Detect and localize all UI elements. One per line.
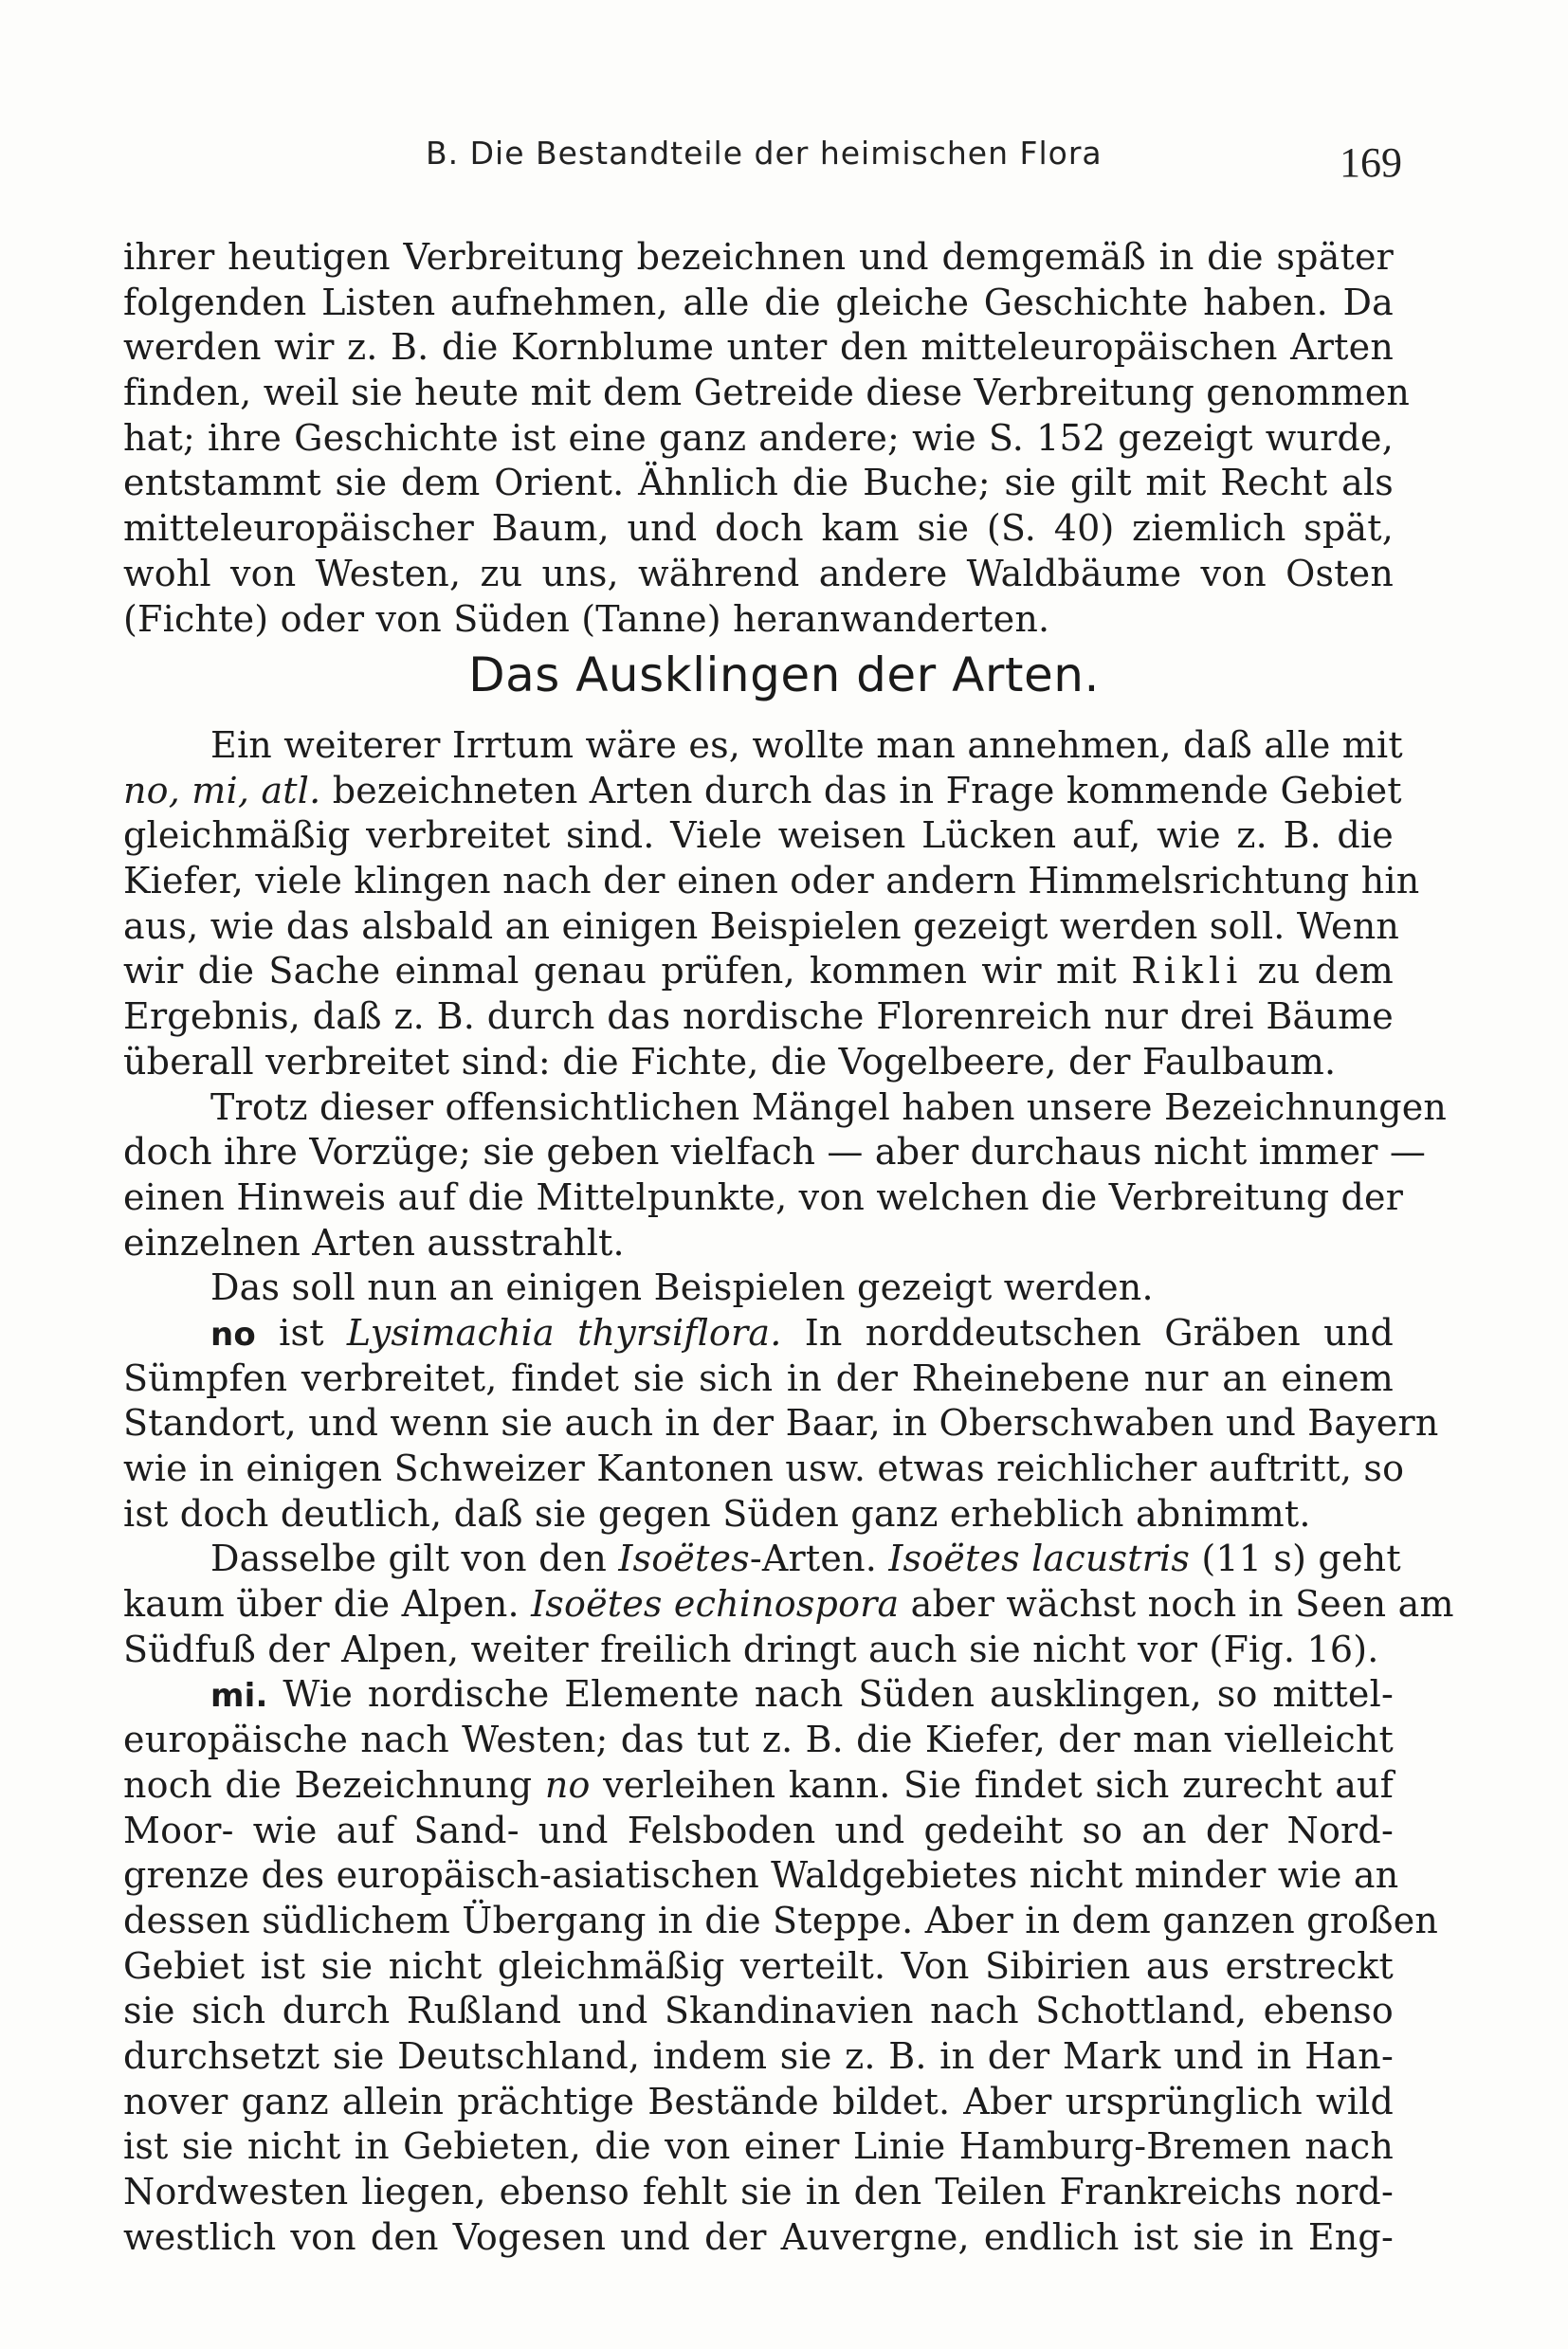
text-line: grenze des europäisch-asiatischen Waldgebietes nicht minder wie an bbox=[123, 1854, 1399, 1897]
text-line: dessen südlichem Übergang in die Steppe. Aber in dem ganzen großen bbox=[123, 1899, 1439, 1941]
text-run: noch die Bezeichnung bbox=[123, 1763, 545, 1806]
text-line: mitteleuropäischer Baum, und doch kam sie (S. 40) ziemlich spät, bbox=[123, 507, 1394, 550]
text-line: Gebiet ist sie nicht gleichmäßig verteilt. Von Sibirien aus erstreckt bbox=[123, 1944, 1394, 1987]
text-line: einzelnen Arten ausstrahlt. bbox=[123, 1221, 625, 1264]
text-line: europäische nach Westen; das tut z. B. die Kiefer, der man vielleicht bbox=[123, 1719, 1394, 1761]
label-abbreviation: no bbox=[544, 1763, 591, 1806]
text-line: werden wir z. B. die Kornblume unter den mitteleuropäischen Arten bbox=[123, 326, 1394, 369]
intro-paragraph bbox=[123, 235, 1411, 642]
running-head: B. Die Bestandteile der heimischen Flora bbox=[426, 135, 1103, 172]
text-line: Das soll nun an einigen Beispielen gezeigt werden. bbox=[210, 1266, 1154, 1309]
text-line: aus, wie das alsbald an einigen Beispielen gezeigt werden soll. Wenn bbox=[123, 904, 1400, 947]
text-line: Moor- wie auf Sand- und Felsboden und gedeiht so an der Nord- bbox=[123, 1809, 1394, 1851]
text-run: In norddeutschen Gräben und bbox=[781, 1311, 1394, 1354]
page-number: 169 bbox=[1340, 139, 1402, 186]
text-line: finden, weil sie heute mit dem Getreide diese Verbreitung genommen bbox=[123, 372, 1411, 414]
text-run: verleihen kann. Sie findet sich zurecht auf bbox=[590, 1763, 1394, 1806]
text-line: folgenden Listen aufnehmen, alle die gleiche Geschichte haben. Da bbox=[123, 281, 1394, 323]
text-line: Ergebnis, daß z. B. durch das nordische Florenreich nur drei Bäume bbox=[123, 995, 1394, 1038]
text-line: entstammt sie dem Orient. Ähnlich die Buche; sie gilt mit Recht als bbox=[123, 462, 1394, 504]
text-line: Kiefer, viele klingen nach der einen oder andern Himmelsrichtung hin bbox=[123, 860, 1420, 902]
species-name: Lysimachia thyrsiflora. bbox=[346, 1311, 782, 1354]
text-run: -Arten. bbox=[749, 1538, 889, 1580]
text-line: einen Hinweis auf die Mittelpunkte, von welchen die Verbreitung der bbox=[123, 1175, 1404, 1218]
text-line: nover ganz allein prächtige Bestände bildet. Aber ursprünglich wild bbox=[123, 2080, 1394, 2122]
text-line bbox=[123, 949, 1394, 994]
category-label-mi: mi. bbox=[210, 1677, 268, 1716]
text-line: westlich von den Vogesen und der Auvergne, endlich ist sie in Eng- bbox=[123, 2215, 1394, 2258]
main-text bbox=[123, 723, 1454, 2260]
text-line bbox=[123, 1763, 1394, 1809]
text-line: Südfuß der Alpen, weiter freilich dringt auch sie nicht vor (Fig. 16). bbox=[123, 1628, 1379, 1670]
text-line: ist sie nicht in Gebieten, die von einer Linie Hamburg-Bremen nach bbox=[123, 2125, 1394, 2168]
genus-name: Isoëtes bbox=[618, 1538, 750, 1580]
species-name: Isoëtes echinospora bbox=[531, 1583, 900, 1626]
text-run: kaum über die Alpen. bbox=[123, 1583, 532, 1626]
text-line: wie in einigen Schweizer Kantonen usw. etwas reichlicher auftritt, so bbox=[123, 1448, 1405, 1489]
text-run: Dasselbe gilt von den bbox=[210, 1538, 619, 1580]
text-run: bezeichneten Arten durch das in Frage kommende Gebiet bbox=[320, 769, 1402, 811]
text-run: ist bbox=[255, 1311, 347, 1354]
text-line: Trotz dieser offensichtlichen Mängel haben unsere Bezeichnungen bbox=[210, 1085, 1448, 1128]
text-line bbox=[123, 769, 1402, 814]
text-line: sie sich durch Rußland und Skandinavien nach Schottland, ebenso bbox=[123, 1990, 1394, 2032]
text-line bbox=[123, 1537, 1401, 1582]
text-line: gleichmäßig verbreitet sind. Viele weisen Lücken auf, wie z. B. die bbox=[123, 814, 1394, 857]
text-line: wohl von Westen, zu uns, während andere Waldbäume von Osten bbox=[123, 552, 1394, 594]
text-line: Nordwesten liegen, ebenso fehlt sie in den Teilen Frankreichs nord- bbox=[123, 2171, 1394, 2212]
text-line bbox=[123, 1311, 1394, 1357]
text-line: überall verbreitet sind: die Fichte, die Vogelbeere, der Faulbaum. bbox=[123, 1040, 1337, 1083]
text-line: ihrer heutigen Verbreitung bezeichnen und demgemäß in die später bbox=[123, 236, 1394, 278]
text-line: hat; ihre Geschichte ist eine ganz andere; wie S. 152 gezeigt wurde, bbox=[123, 416, 1394, 459]
text-line: durchsetzt sie Deutschland, indem sie z. B. in der Mark und in Han- bbox=[123, 2034, 1394, 2077]
text-line: (Fichte) oder von Süden (Tanne) heranwanderten. bbox=[123, 597, 1050, 640]
section-heading: Das Ausklingen der Arten. bbox=[468, 647, 1100, 702]
text-line bbox=[123, 1672, 1394, 1718]
text-line: doch ihre Vorzüge; sie geben vielfach — aber durchaus nicht immer — bbox=[123, 1131, 1427, 1174]
text-run: (11 s) geht bbox=[1190, 1538, 1401, 1580]
species-name: Isoëtes lacustris bbox=[888, 1538, 1191, 1580]
author-name: Rikli bbox=[1131, 950, 1244, 992]
text-line: ist doch deutlich, daß sie gegen Süden ganz erheblich abnimmt. bbox=[123, 1492, 1311, 1535]
text-run: wir die Sache einmal genau prüfen, kommen wir mit bbox=[123, 950, 1132, 992]
text-line: Ein weiterer Irrtum wäre es, wollte man annehmen, daß alle mit bbox=[210, 724, 1403, 766]
text-line: Sümpfen verbreitet, findet sie sich in der Rheinebene nur an einem bbox=[123, 1357, 1394, 1399]
text-line bbox=[123, 1582, 1454, 1628]
text-line: Standort, und wenn sie auch in der Baar, in Oberschwaben und Bayern bbox=[123, 1402, 1439, 1445]
text-run: zu dem bbox=[1243, 950, 1394, 992]
text-run: Wie nordische Elemente nach Süden ausklingen, so mittel- bbox=[267, 1673, 1394, 1716]
category-label-no: no bbox=[210, 1315, 256, 1354]
label-abbreviations: no, mi, atl. bbox=[123, 769, 321, 811]
text-run: aber wächst noch in Seen am bbox=[899, 1583, 1454, 1626]
